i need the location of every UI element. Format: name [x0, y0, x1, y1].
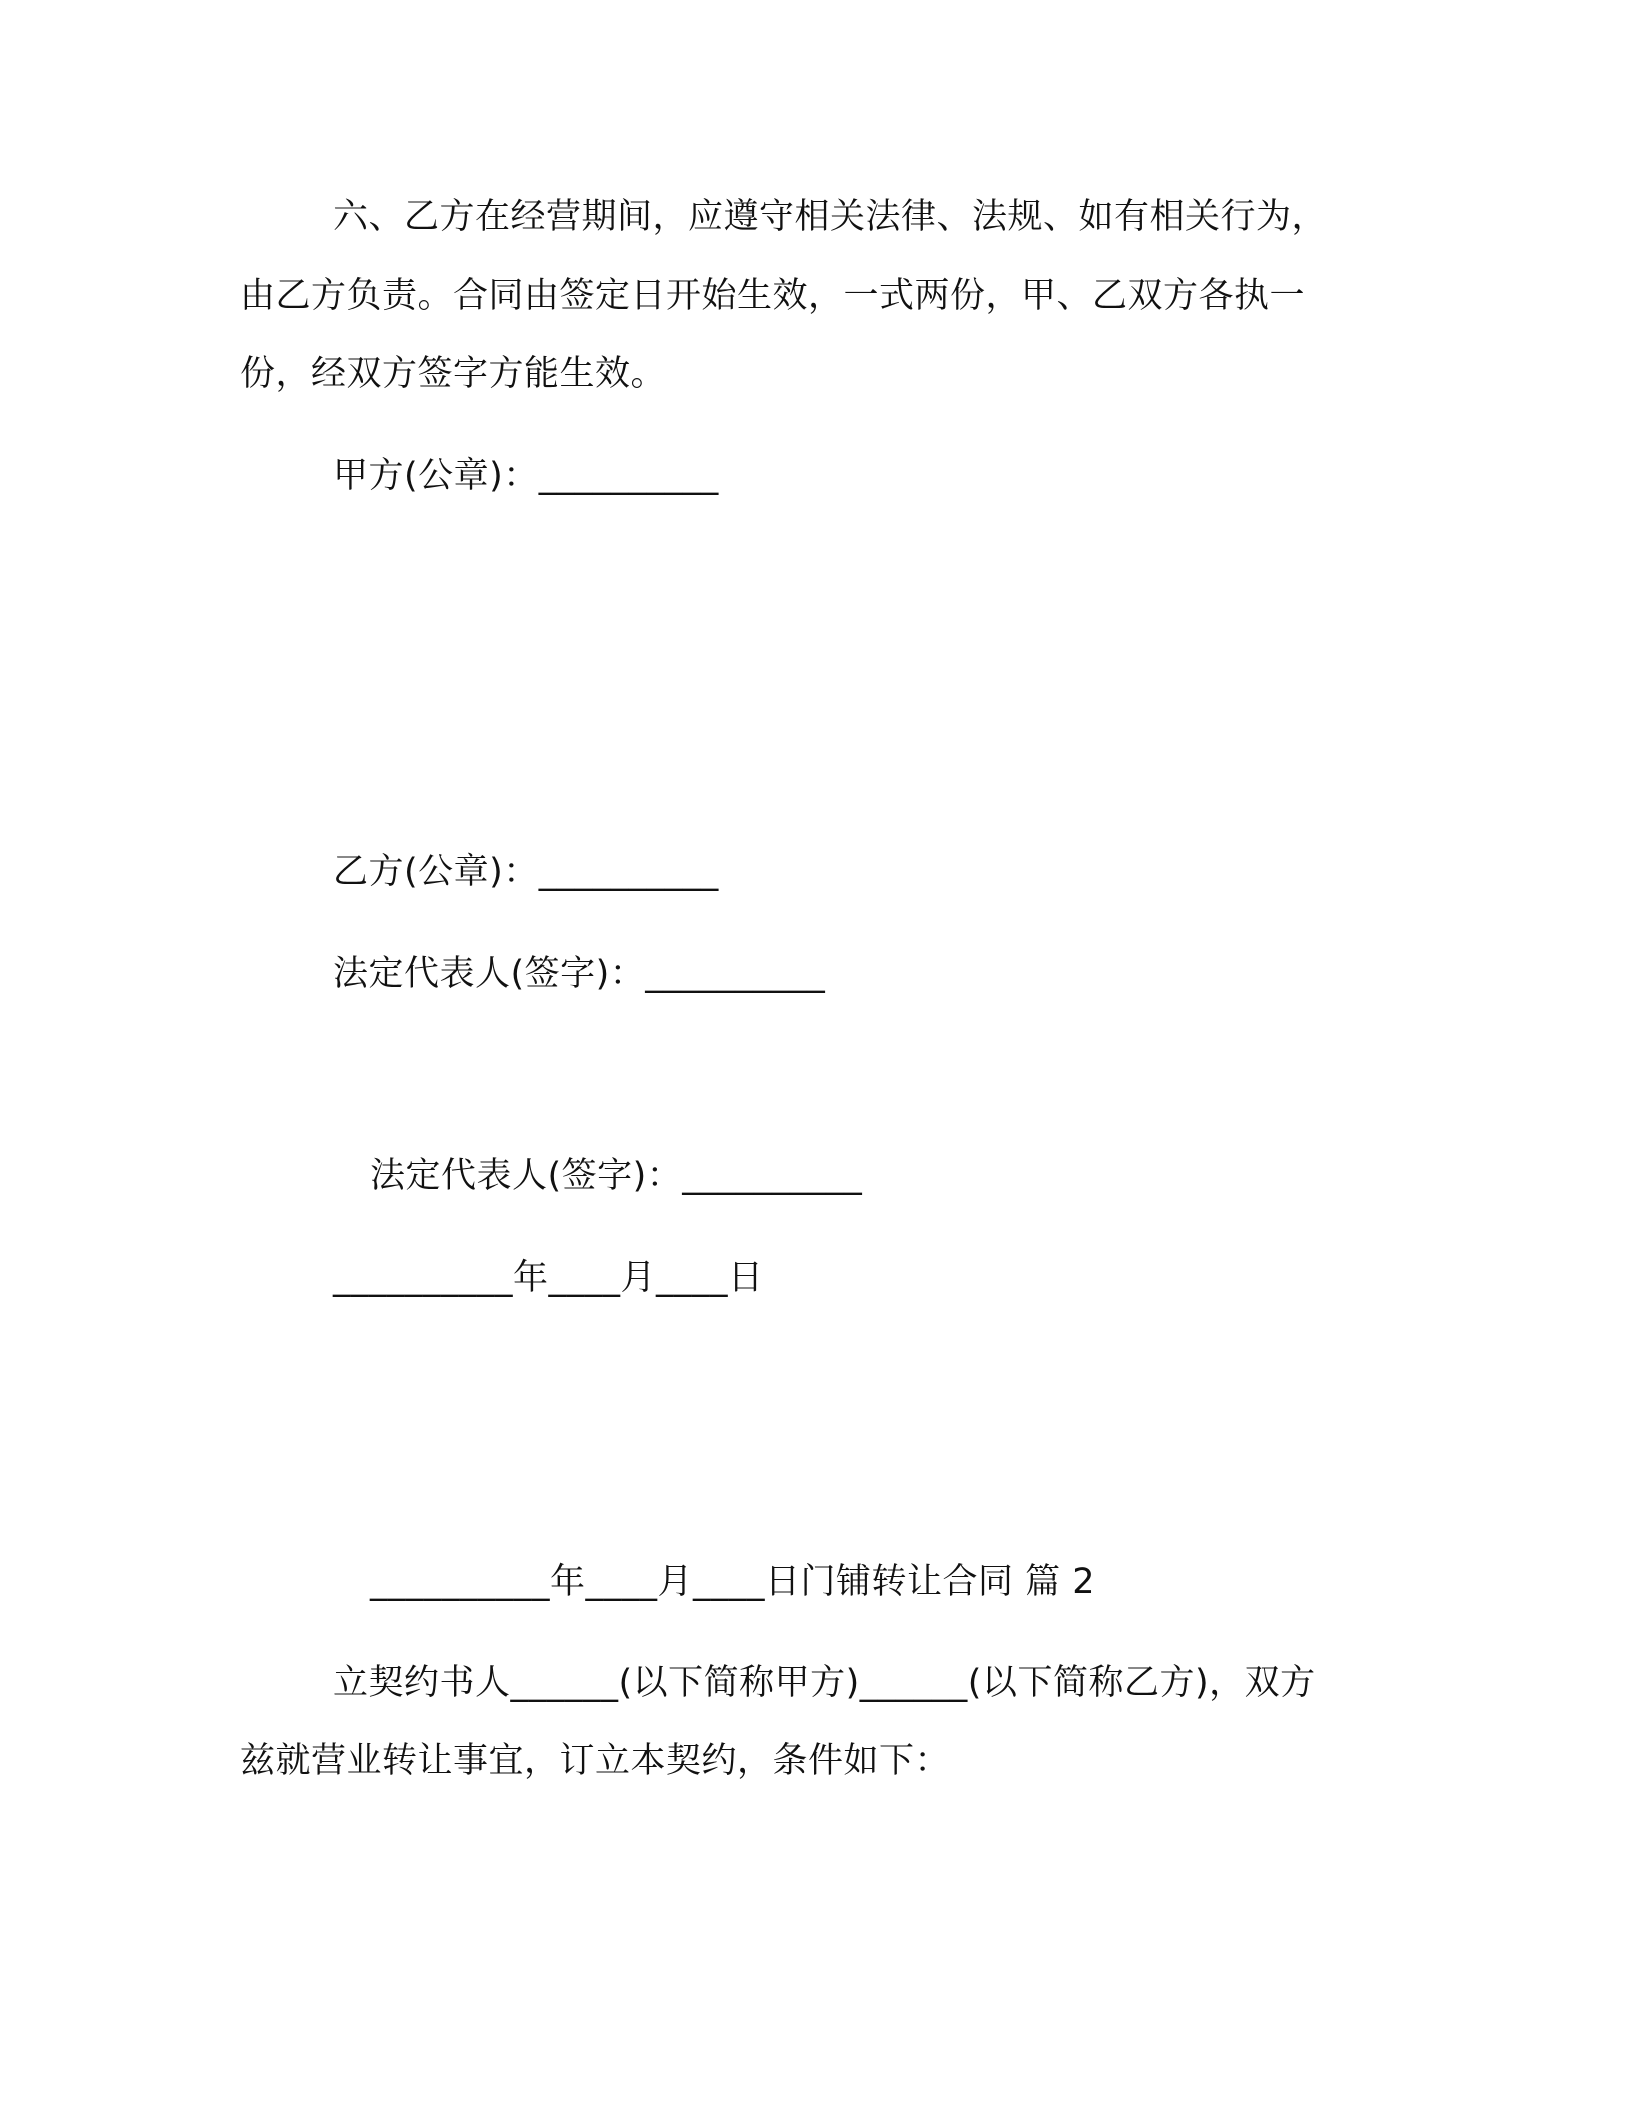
intro-line-1: 立契约书人______(以下简称甲方)______(以下简称乙方)，双方	[333, 1663, 1316, 1703]
section-2-title: __________年____月____日门铺转让合同 篇 2	[370, 1562, 1096, 1602]
party-a-seal-line: 甲方(公章)：__________	[333, 456, 719, 496]
clause-6-line-2: 由乙方负责。合同由签定日开始生效，一式两份，甲、乙双方各执一	[240, 276, 1306, 316]
legal-representative-line-2: 法定代表人(签字)：__________	[370, 1156, 863, 1196]
clause-6-line-1: 六、乙方在经营期间，应遵守相关法律、法规、如有相关行为，	[333, 197, 1328, 237]
clause-6-line-3: 份，经双方签字方能生效。	[240, 354, 667, 394]
intro-line-2: 兹就营业转让事宜，订立本契约，条件如下：	[240, 1741, 951, 1781]
legal-representative-line-1: 法定代表人(签字)：__________	[333, 954, 826, 994]
party-b-seal-line: 乙方(公章)：__________	[333, 852, 719, 892]
date-line: __________年____月____日	[333, 1258, 764, 1298]
